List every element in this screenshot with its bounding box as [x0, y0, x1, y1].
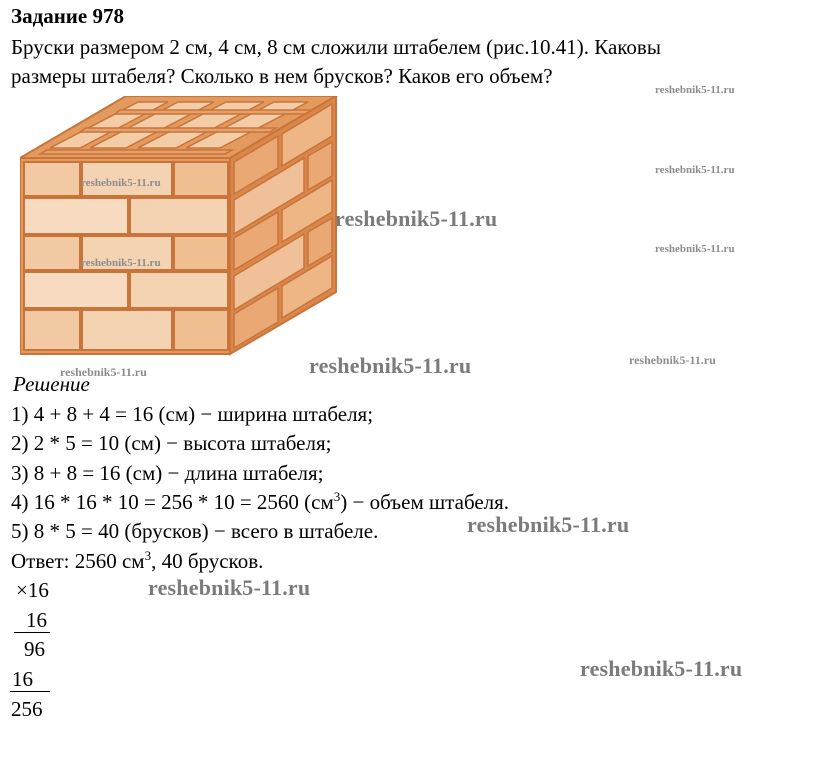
- mult-rule: [14, 632, 50, 633]
- task-line-2: размеры штабеля? Сколько в нем брусков? Каков его объем?: [11, 64, 553, 88]
- mult-partial-2: 16: [12, 667, 33, 691]
- watermark: reshebnik5-11.ru: [60, 365, 147, 379]
- solution-step-1: 1) 4 + 8 + 4 = 16 (см) − ширина штабеля;: [11, 402, 374, 426]
- brick-stack-figure: [20, 96, 340, 358]
- solution-step-5: 5) 8 * 5 = 40 (брусков) − всего в штабеле.: [11, 519, 379, 543]
- mult-operator-line: ×16: [16, 578, 49, 602]
- task-text: [11, 33, 811, 91]
- solution-step-4: 4) 16 * 16 * 10 = 256 * 10 = 2560 $(см^3)$ − объем штабеля.: [11, 489, 510, 514]
- superscript: 3: [333, 489, 341, 504]
- watermark: reshebnik5-11.ru: [655, 164, 735, 176]
- sum-rule: [10, 691, 50, 692]
- watermark: reshebnik5-11.ru: [335, 206, 498, 231]
- solution-step-3: 3) 8 + 8 = 16 (см) − длина штабеля;: [11, 461, 324, 485]
- watermark: reshebnik5-11.ru: [81, 257, 161, 269]
- task-line-1: Бруски размером 2 см, 4 см, 8 см сложили штабелем (рис.10.41). Каковы: [11, 35, 661, 59]
- front-face-bricks: [24, 162, 228, 350]
- answer-line: Ответ: 2560 $см^3$, 40 брусков.: [11, 548, 264, 573]
- mult-result: 256: [11, 697, 43, 721]
- watermark: reshebnik5-11.ru: [580, 656, 743, 681]
- task-title: Задание 978: [11, 4, 124, 28]
- watermark: reshebnik5-11.ru: [81, 177, 161, 189]
- mult-factor: 16: [26, 608, 47, 632]
- mult-partial-1: 96: [24, 637, 45, 661]
- solution-heading: Решение: [13, 372, 90, 396]
- solution-step-2: 2) 2 * 5 = 10 (см) − высота штабеля;: [11, 431, 332, 455]
- watermark: reshebnik5-11.ru: [467, 512, 630, 537]
- watermark: reshebnik5-11.ru: [655, 84, 735, 96]
- superscript: 3: [144, 548, 152, 563]
- watermark: reshebnik5-11.ru: [148, 575, 311, 600]
- watermark: reshebnik5-11.ru: [309, 353, 472, 378]
- watermark: reshebnik5-11.ru: [629, 353, 716, 367]
- watermark: reshebnik5-11.ru: [655, 243, 735, 255]
